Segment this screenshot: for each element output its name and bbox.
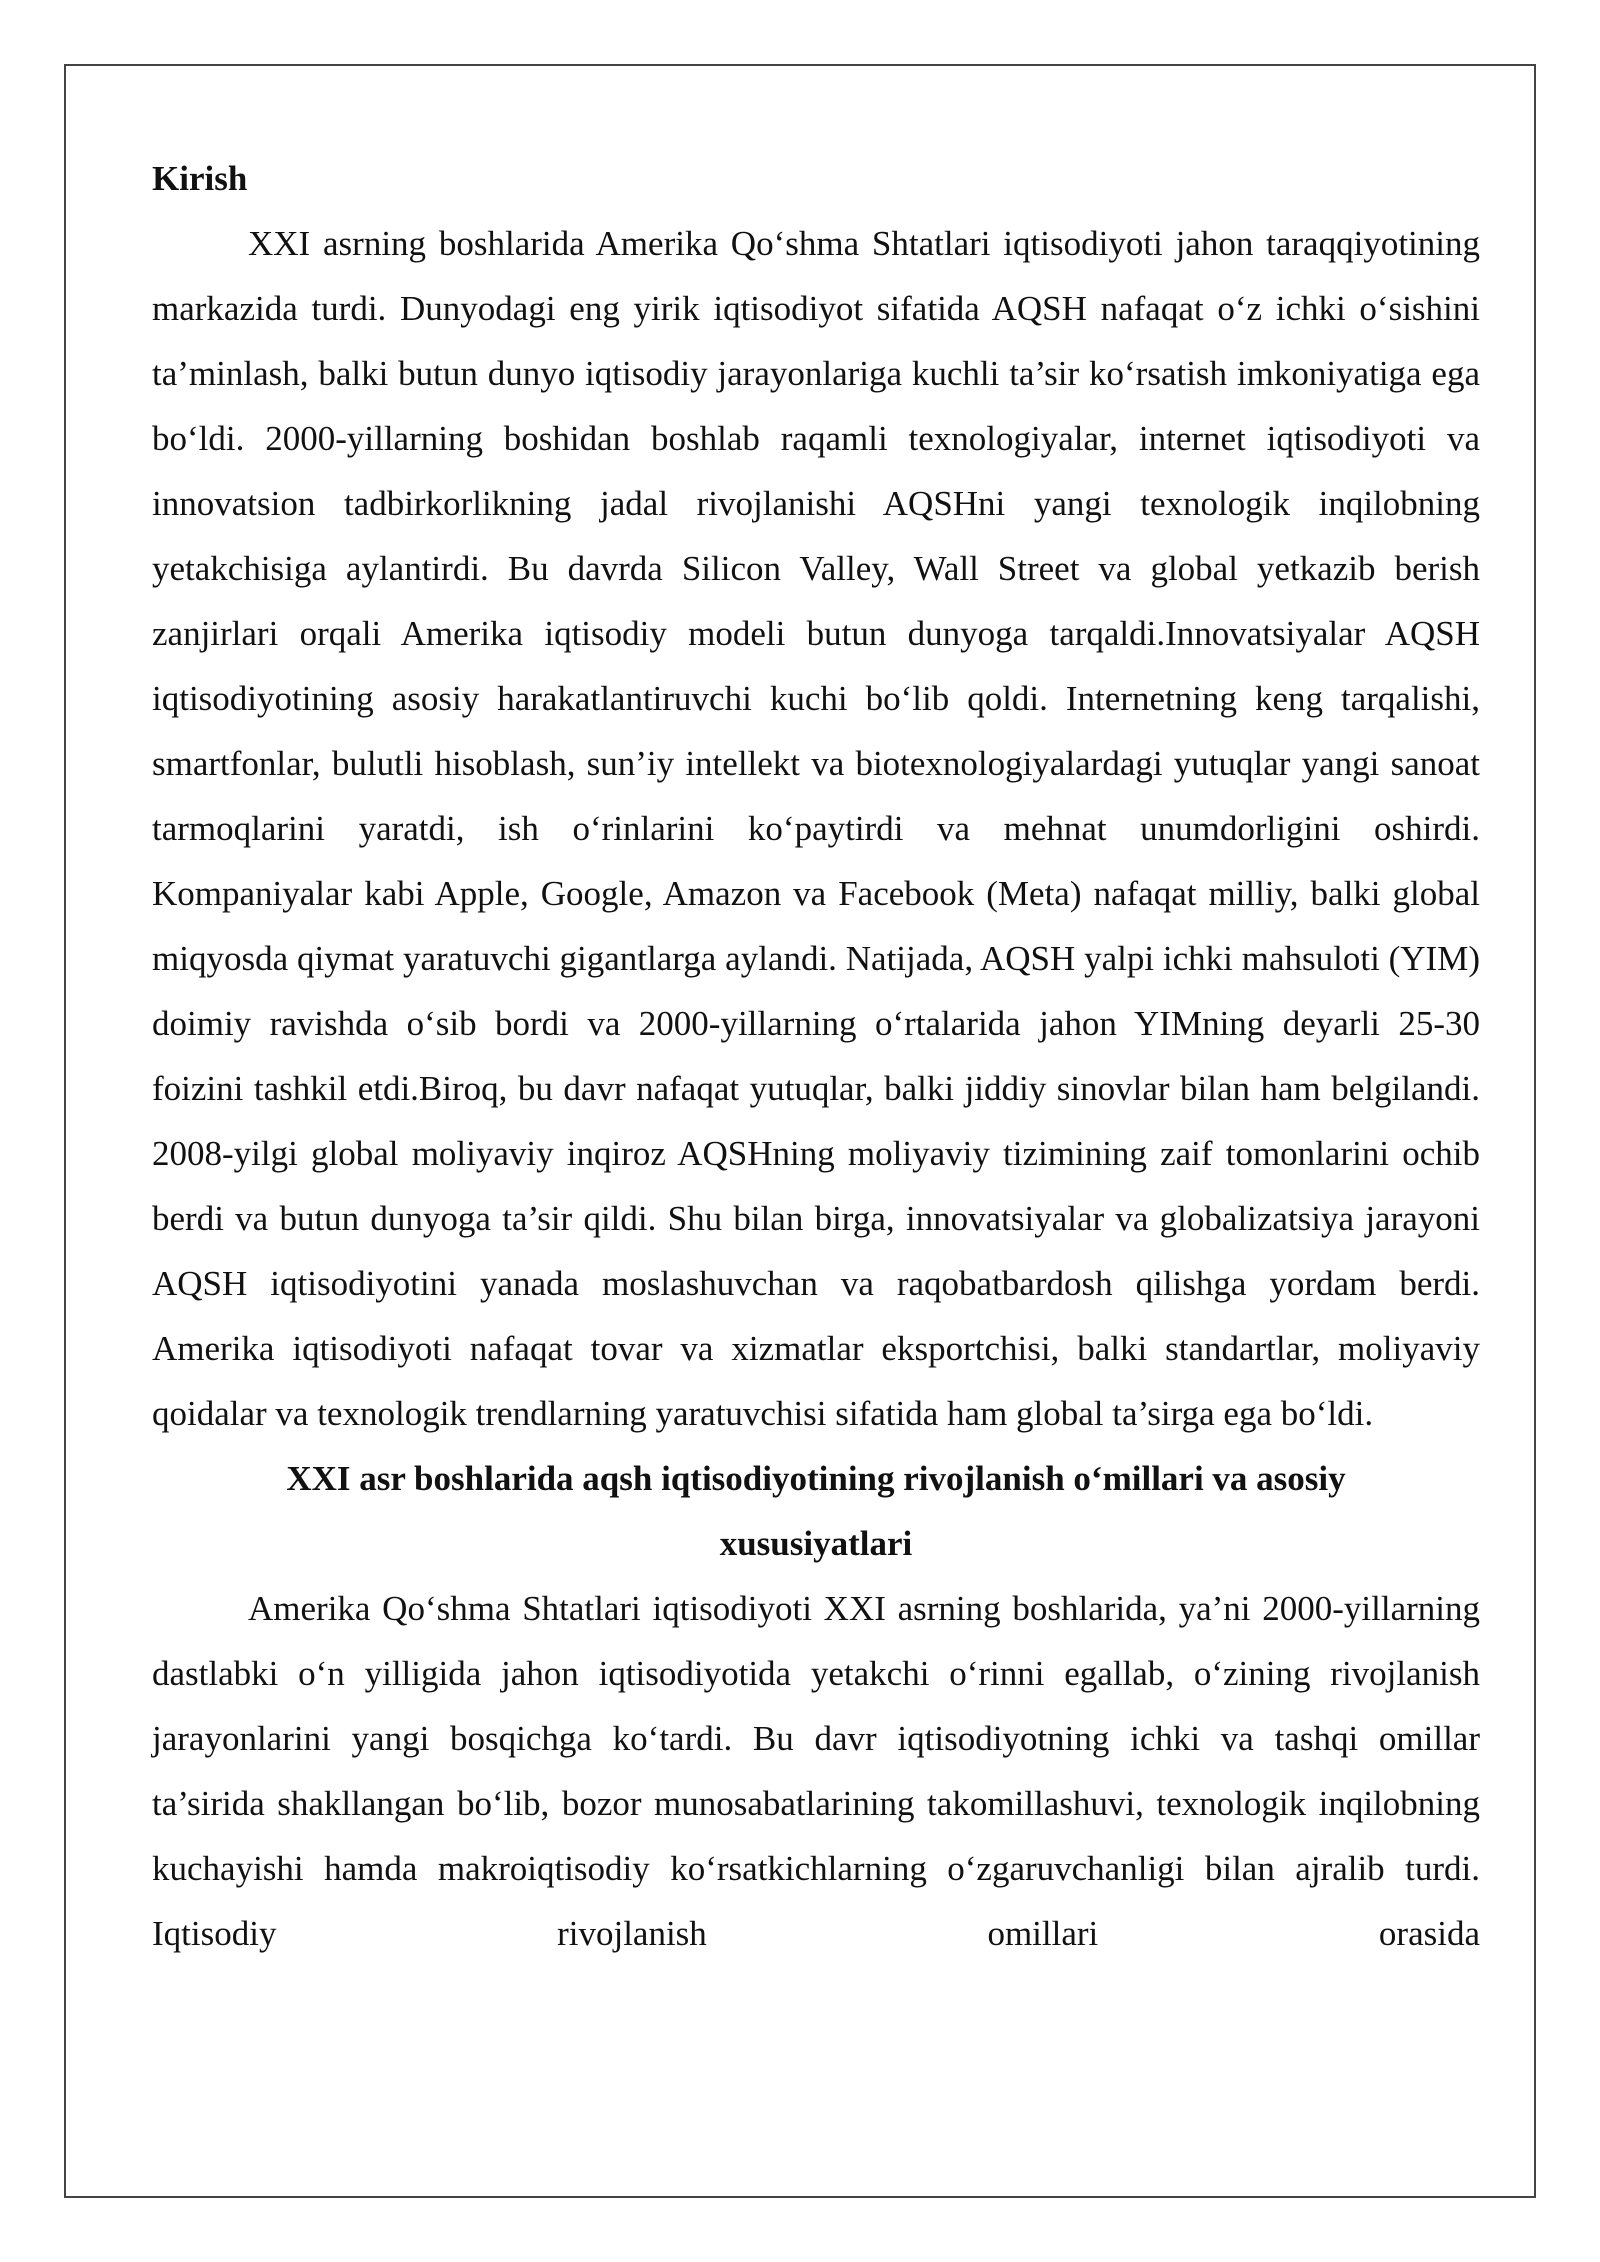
section-heading: XXI asr boshlarida aqsh iqtisodiyotining rivojlanish o‘millari va asosiy xususiyatlari (286, 1459, 1346, 1563)
intro-paragraph: XXI asrning boshlarida Amerika Qo‘shma Shtatlari iqtisodiyoti jahon taraqqiyotining markazida turdi. Dunyodagi eng yirik iqtisodiyot sifatida AQSH nafaqat o‘z ichki o‘sishini ta’minlash, balki butun dunyo iqtisodiy jarayonlariga kuchli ta’sir ko‘rsatish imkoniyatiga ega bo‘ldi. 2000-yillarning boshidan boshlab raqamli texnologiyalar, internet iqtisodiyoti va innovatsion tadbirkorlikning jadal rivojlanishi AQSHni yangi texnologik inqilobning yetakchisiga aylantirdi. Bu davrda Silicon Valley, Wall Street va global yetkazib berish zanjirlari orqali Amerika iqtisodiy modeli butun dunyoga tarqaldi.Innovatsiyalar AQSH iqtisodiyotining asosiy harakatlantiruvchi kuchi bo‘lib qoldi. Internetning keng tarqalishi, smartfonlar, bulutli hisoblash, sun’iy intellekt va biotexnologiyalardagi yutuqlar yangi sanoat tarmoqlarini yaratdi, ish o‘rinlarini ko‘paytirdi va mehnat unumdorligini oshirdi. Kompaniyalar kabi Apple, Google, Amazon va Facebook (Meta) nafaqat milliy, balki global miqyosda qiymat yaratuvchi gigantlarga aylandi. Natijada, AQSH yalpi ichki mahsuloti (YIM) doimiy ravishda o‘sib bordi va 2000-yillarning o‘rtalarida jahon YIMning deyarli 25-30 foizini tashkil etdi.Biroq, bu davr nafaqat yutuqlar, balki jiddiy sinovlar bilan ham belgilandi. 2008-yilgi global moliyaviy inqiroz AQSHning moliyaviy tizimining zaif tomonlarini ochib berdi va butun dunyoga ta’sir qildi. Shu bilan birga, innovatsiyalar va globalizatsiya jarayoni AQSH iqtisodiyotini yanada moslashuvchan va raqobatbardosh qilishga yordam berdi. Amerika iqtisodiyoti nafaqat tovar va xizmatlar eksportchisi, balki standartlar, moliyaviy qoidalar va texnologik trendlarning yaratuvchisi sifatida ham global ta’sirga ega bo‘ldi. (152, 224, 1480, 1433)
section-paragraph: Amerika Qo‘shma Shtatlari iqtisodiyoti XXI asrning boshlarida, ya’ni 2000-yillarning dastlabki o‘n yilligida jahon iqtisodiyotida yetakchi o‘rinni egallab, o‘zining rivojlanish jarayonlarini yangi bosqichga ko‘tardi. Bu davr iqtisodiyotning ichki va tashqi omillar ta’sirida shakllangan bo‘lib, bozor munosabatlarining takomillashuvi, texnologik inqilobning kuchayishi hamda makroiqtisodiy ko‘rsatkichlarning o‘zgaruvchanligi bilan ajralib turdi. Iqtisodiy rivojlanish omillari orasida (152, 1589, 1480, 1953)
document-body (152, 146, 1480, 1966)
intro-heading: Kirish (152, 159, 248, 198)
